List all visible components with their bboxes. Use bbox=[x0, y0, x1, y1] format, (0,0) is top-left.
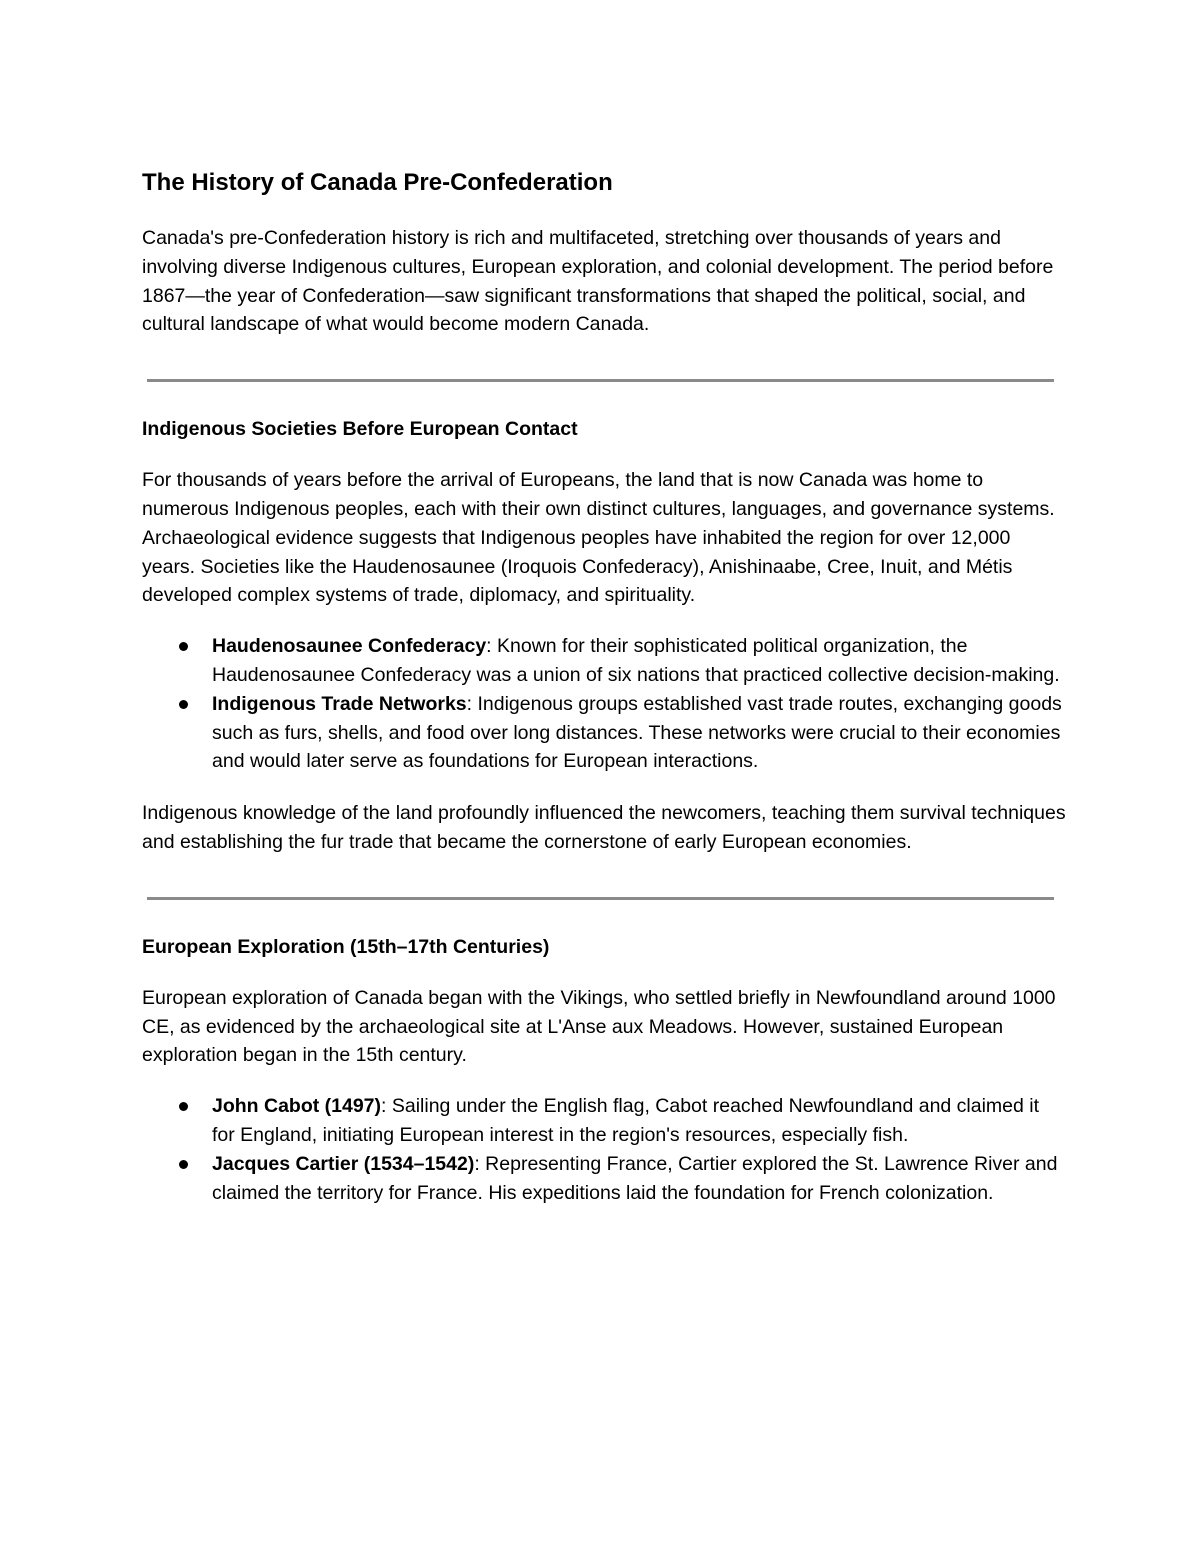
section-heading-european-exploration: European Exploration (15th–17th Centuries) bbox=[142, 935, 550, 958]
section-heading-indigenous-societies: Indigenous Societies Before European Contact bbox=[142, 418, 578, 441]
list-item-text: : Indigenous groups established vast trade routes, exchanging goods such as furs, shells, and food over long distances. These networks were crucial to their economies and would later serve as foundations for European interactions. bbox=[212, 692, 1062, 773]
bullet-dot-icon bbox=[179, 642, 188, 651]
bullet-list bbox=[142, 1092, 1067, 1207]
list-item bbox=[142, 1150, 1067, 1208]
document-page bbox=[142, 167, 1067, 1207]
list-item-term: John Cabot (1497) bbox=[212, 1095, 382, 1118]
list-item bbox=[142, 1092, 1067, 1150]
section-divider bbox=[147, 379, 1054, 382]
section-closing-paragraph: Indigenous knowledge of the land profoundly influenced the newcomers, teaching them survival techniques and establishing the fur trade that became the cornerstone of early European economies. bbox=[142, 802, 1066, 853]
list-item bbox=[142, 690, 1067, 776]
bullet-list bbox=[142, 632, 1067, 776]
list-item bbox=[142, 632, 1067, 690]
bullet-dot-icon bbox=[179, 1102, 188, 1111]
section-divider bbox=[147, 897, 1054, 900]
section-paragraph: For thousands of years before the arrival of Europeans, the land that is now Canada was home to numerous Indigenous peoples, each with their own distinct cultures, languages, and governance systems. Archaeological evidence suggests that Indigenous peoples have inhabited the region for over 12,000 years. Societies like the Haudenosaunee (Iroquois Confederacy), Anishinaabe, Cree, Inuit, and Métis developed complex systems of trade, diplomacy, and spirituality. bbox=[142, 469, 1055, 607]
bullet-dot-icon bbox=[179, 700, 188, 709]
section-paragraph: European exploration of Canada began with the Vikings, who settled briefly in Newfoundland around 1000 CE, as evidenced by the archaeological site at L'Anse aux Meadows. However, sustained European exploration began in the 15th century. bbox=[142, 986, 1056, 1067]
list-item-term: Jacques Cartier (1534–1542) bbox=[212, 1152, 475, 1175]
list-item-text: : Sailing under the English flag, Cabot reached Newfoundland and claimed it for England, initiating European interest in the region's resources, especially fish. bbox=[212, 1095, 1040, 1146]
document-title: The History of Canada Pre-Confederation bbox=[142, 169, 613, 196]
bullet-dot-icon bbox=[179, 1160, 188, 1169]
list-item-text: : Representing France, Cartier explored the St. Lawrence River and claimed the territory for France. His expeditions laid the foundation for French colonization. bbox=[212, 1152, 1058, 1204]
intro-paragraph: Canada's pre-Confederation history is rich and multifaceted, stretching over thousands of years and involving diverse Indigenous cultures, European exploration, and colonial development. The period before 1867—the year of Confederation—saw significant transformations that shaped the political, social, and cultural landscape of what would become modern Canada. bbox=[142, 227, 1054, 336]
list-item-text: : Known for their sophisticated political organization, the Haudenosaunee Confederacy was a union of six nations that practiced collective decision-making. bbox=[212, 635, 1060, 686]
list-item-term: Indigenous Trade Networks bbox=[212, 692, 467, 715]
list-item-term: Haudenosaunee Confederacy bbox=[212, 635, 487, 658]
